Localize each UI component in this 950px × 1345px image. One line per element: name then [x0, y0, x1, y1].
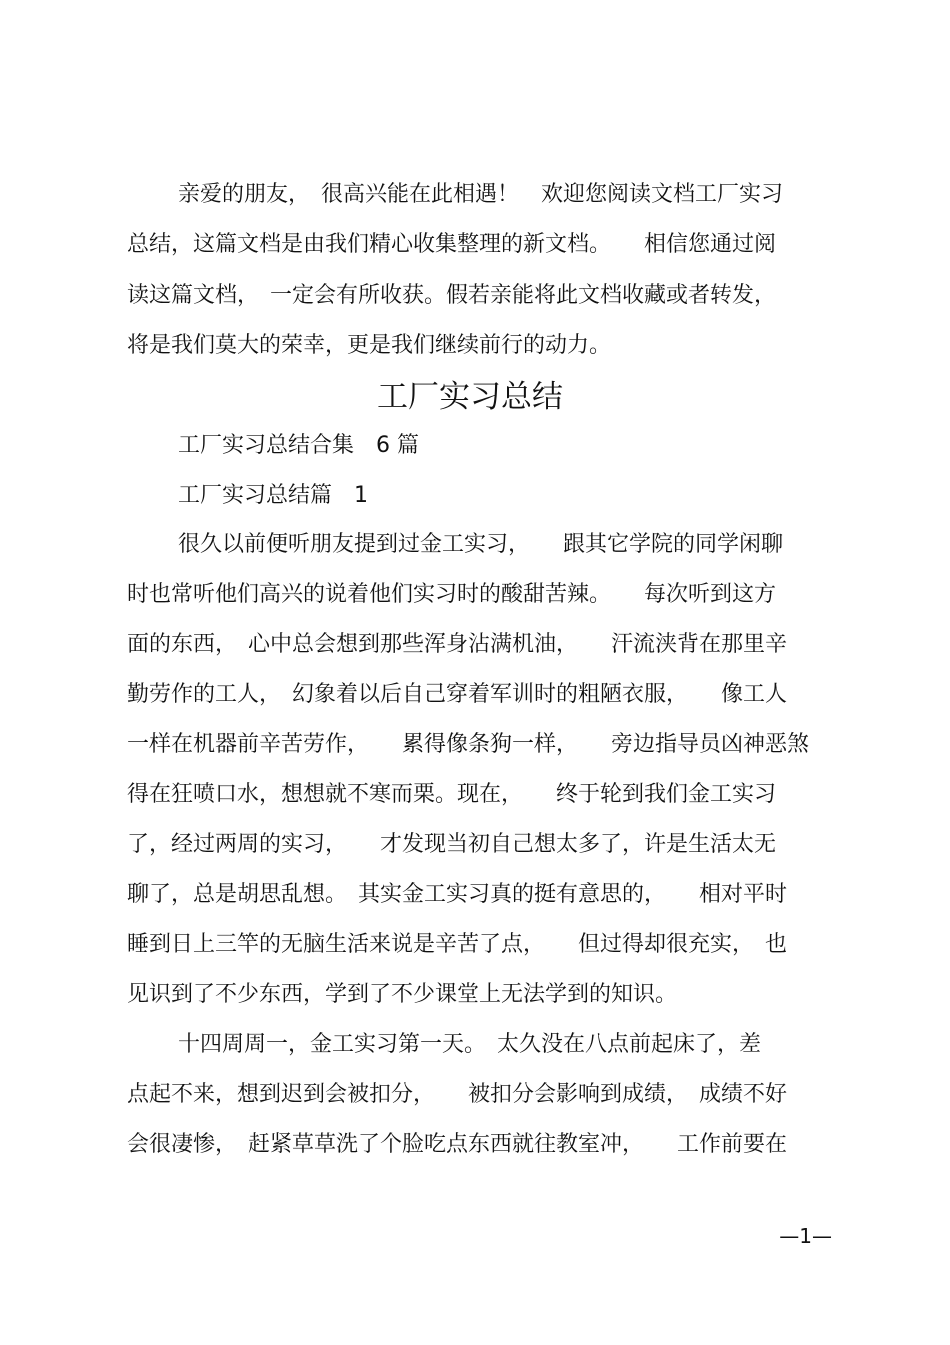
intro-line-1: 亲爱的朋友， 很高兴能在此相遇！ 欢迎您阅读文档工厂实习 — [178, 182, 784, 207]
intro-line-4: 将是我们莫大的荣幸，更是我们继续前行的动力。 — [127, 333, 612, 358]
paragraph2-line-1: 十四周周一，金工实习第一天。 太久没在八点前起床了，差 — [178, 1032, 762, 1057]
paragraph1-line-1: 很久以前便听朋友提到过金工实习， 跟其它学院的同学闲聊 — [178, 532, 784, 557]
paragraph1-line-6: 得在狂喷口水，想想就不寒而栗。现在， 终于轮到我们金工实习 — [127, 782, 777, 807]
document-title: 工厂实习总结 — [377, 379, 563, 415]
paragraph2-line-2: 点起不来，想到迟到会被扣分， 被扣分会影响到成绩， 成绩不好 — [127, 1082, 788, 1107]
intro-line-2: 总结，这篇文档是由我们精心收集整理的新文档。 相信您通过阅 — [127, 232, 777, 257]
intro-line-3: 读这篇文档， 一定会有所收获。假若亲能将此文档收藏或者转发， — [127, 283, 777, 308]
paragraph1-line-2: 时也常听他们高兴的说着他们实习时的酸甜苦辣。 每次听到这方 — [127, 582, 777, 607]
paragraph1-line-4: 勤劳作的工人， 幻象着以后自己穿着军训时的粗陋衣服， 像工人 — [127, 682, 788, 707]
paragraph1-line-7: 了，经过两周的实习， 才发现当初自己想太多了，许是生活太无 — [127, 832, 777, 857]
paragraph1-line-9: 睡到日上三竿的无脑生活来说是辛苦了点， 但过得却很充实， 也 — [127, 932, 788, 957]
paragraph1-line-10: 见识到了不少东西，学到了不少课堂上无法学到的知识。 — [127, 982, 678, 1007]
paragraph2-line-3: 会很凄惨， 赶紧草草洗了个脸吃点东西就往教室冲， 工作前要在 — [127, 1132, 788, 1157]
page-number: —1— — [779, 1224, 832, 1248]
paragraph1-line-8: 聊了，总是胡思乱想。 其实金工实习真的挺有意思的， 相对平时 — [127, 882, 788, 907]
section-heading: 工厂实习总结篇 1 — [178, 483, 368, 508]
collection-heading: 工厂实习总结合集 6 篇 — [178, 433, 419, 458]
paragraph1-line-3: 面的东西， 心中总会想到那些浑身沾满机油， 汗流浃背在那里辛 — [127, 632, 788, 657]
paragraph1-line-5: 一样在机器前辛苦劳作， 累得像条狗一样， 旁边指导员凶神恶煞 — [127, 732, 810, 757]
